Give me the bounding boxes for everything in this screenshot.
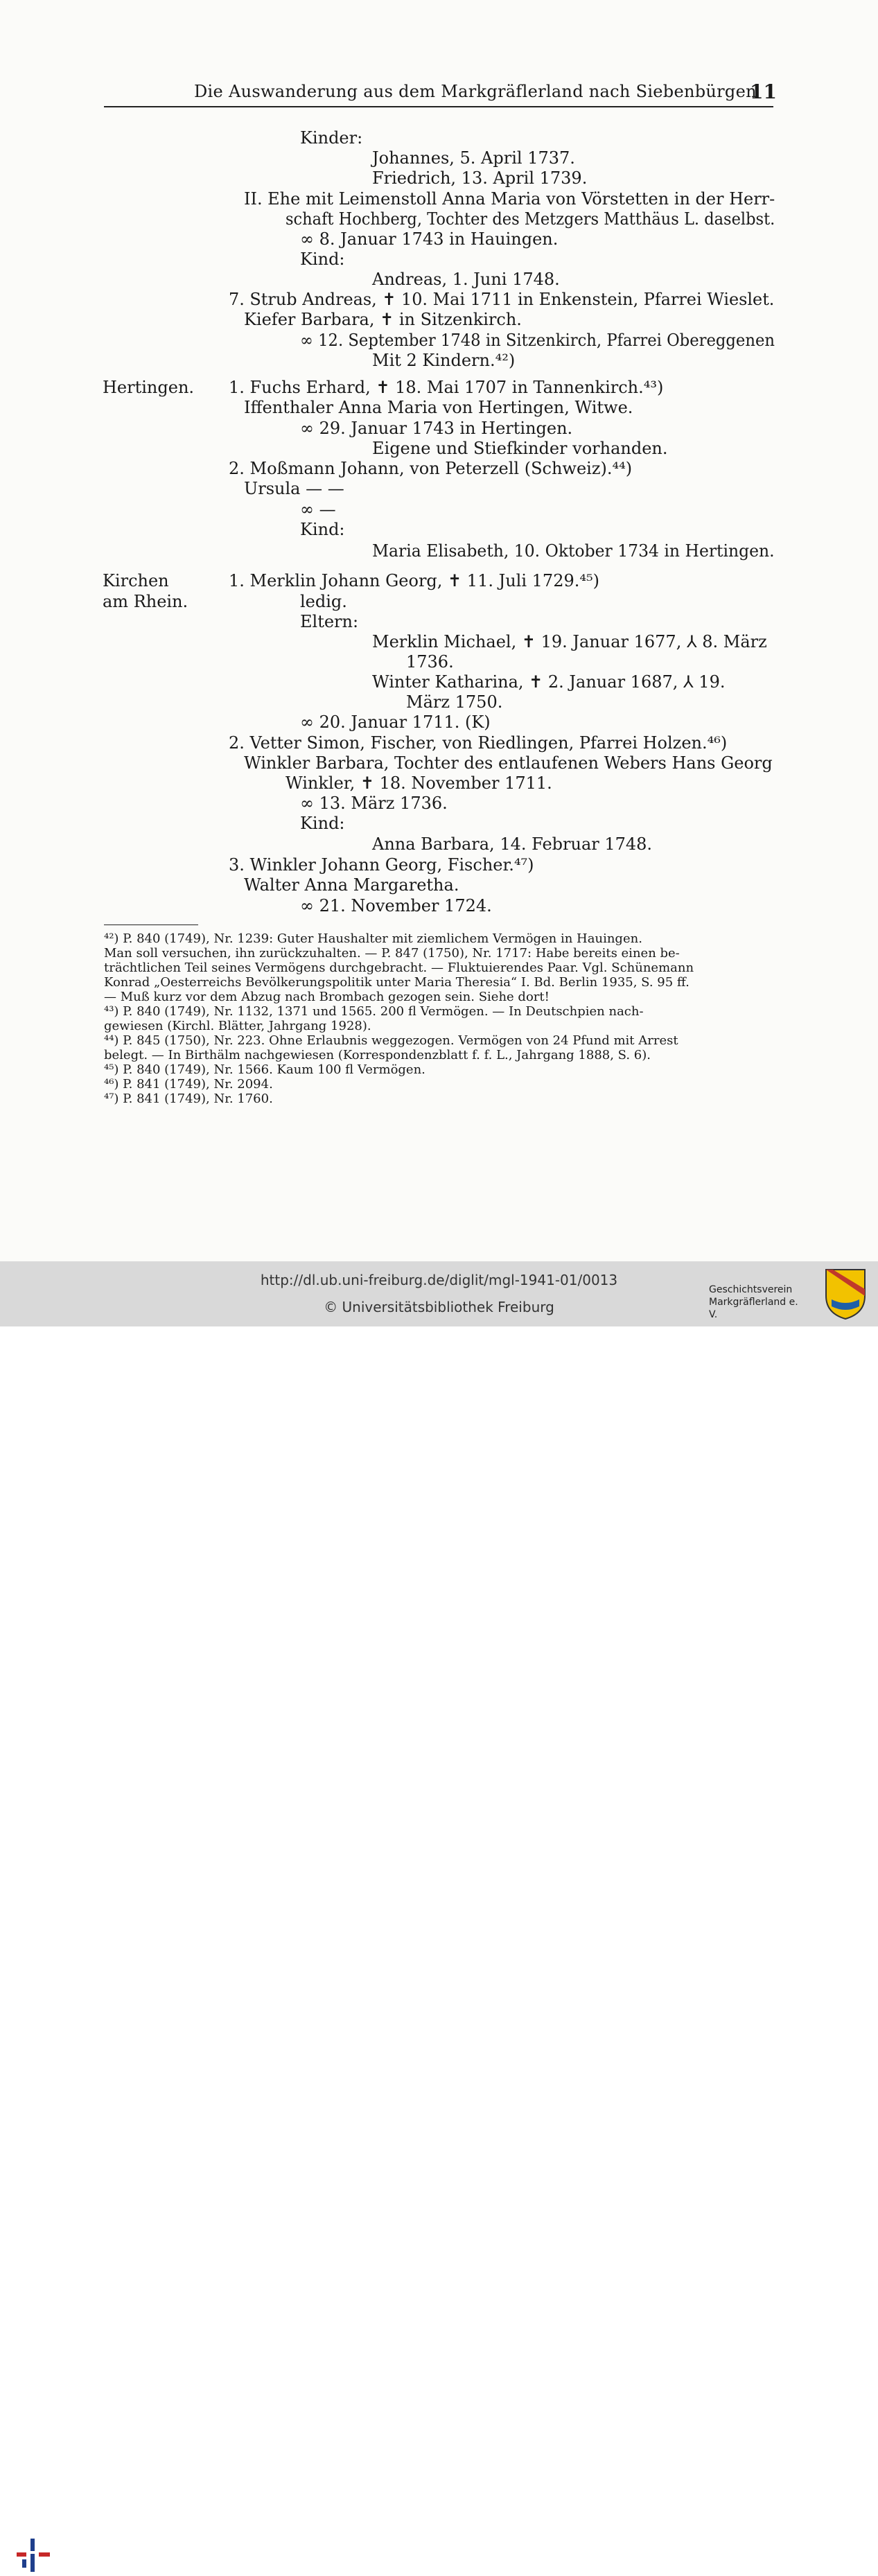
footnote-line: ⁴⁷) P. 841 (1749), Nr. 1760. (104, 1092, 273, 1106)
society-name-line2: Markgräflerland e. V. (709, 1297, 798, 1320)
footnote-line: ⁴⁶) P. 841 (1749), Nr. 2094. (104, 1077, 273, 1092)
text-line: Andreas, 1. Juni 1748. (372, 270, 560, 289)
text-line: Eltern: (300, 612, 359, 631)
running-header-title: Die Auswanderung aus dem Markgräflerland nach Siebenbürgen (194, 82, 757, 101)
text-line: Kind: (300, 520, 345, 539)
text-line: Winkler Barbara, Tochter des entlaufenen Webers Hans Georg (244, 753, 773, 773)
text-line: ∞ 20. Januar 1711. (K) (300, 712, 491, 732)
text-line: Maria Elisabeth, 10. Oktober 1734 in Hertingen. (372, 541, 775, 561)
text-line: Hertingen. (103, 378, 195, 397)
text-line: Merklin Michael, ✝ 19. Januar 1677, ⅄ 8. März (372, 632, 767, 651)
footnote-line: trächtlichen Teil seines Vermögens durchgebracht. — Fluktuierendes Paar. Vgl. Schünemann (104, 961, 694, 975)
text-line: ∞ — (300, 500, 336, 519)
text-line: 3. Winkler Johann Georg, Fischer.⁴⁷) (229, 855, 534, 875)
ub-freiburg-logo-icon (14, 2534, 53, 2576)
page-number: 11 (750, 80, 777, 103)
text-line: Kind: (300, 814, 345, 833)
text-line: Eigene und Stiefkinder vorhanden. (372, 439, 668, 458)
header-rule (104, 106, 773, 107)
text-line: ∞ 13. März 1736. (300, 794, 448, 813)
text-line: ∞ 29. Januar 1743 in Hertingen. (300, 419, 573, 438)
society-name (709, 1283, 799, 1321)
text-line: Kinder: (300, 128, 363, 148)
text-line: Anna Barbara, 14. Februar 1748. (372, 834, 653, 854)
footnote-line: ⁴²) P. 840 (1749), Nr. 1239: Guter Haushalter mit ziemlichem Vermögen in Hauingen. (104, 931, 642, 946)
text-line: Ursula — — (244, 479, 344, 498)
text-line: 1736. (406, 652, 454, 672)
text-line: schaft Hochberg, Tochter des Metzgers Matthäus L. daselbst. (286, 209, 775, 229)
text-line: 2. Moßmann Johann, von Peterzell (Schweiz).⁴⁴) (229, 459, 633, 478)
footnote-line: ⁴³) P. 840 (1749), Nr. 1132, 1371 und 1565. 200 fl Vermögen. — In Deutschpien nach- (104, 1004, 644, 1019)
footnote-line: ⁴⁴) P. 845 (1750), Nr. 223. Ohne Erlaubnis weggezogen. Vermögen von 24 Pfund mit Arrest (104, 1033, 678, 1048)
text-line: Mit 2 Kindern.⁴²) (372, 351, 516, 370)
footnote-line: — Muß kurz vor dem Abzug nach Brombach gezogen sein. Siehe dort! (104, 990, 550, 1004)
text-line: 1. Merklin Johann Georg, ✝ 11. Juli 1729.⁴⁵) (229, 571, 599, 590)
society-name-line1: Geschichtsverein (709, 1284, 793, 1295)
text-line: Johannes, 5. April 1737. (372, 148, 575, 168)
document-page (0, 0, 878, 1261)
text-line: am Rhein. (103, 592, 188, 611)
text-line: ∞ 8. Januar 1743 in Hauingen. (300, 229, 559, 249)
text-line: ∞ 21. November 1724. (300, 896, 492, 915)
text-line: ∞ 12. September 1748 in Sitzenkirch, Pfarrei Obereggenen (300, 331, 775, 350)
footnote-line: ⁴⁵) P. 840 (1749), Nr. 1566. Kaum 100 fl Vermögen. (104, 1062, 425, 1077)
text-line: 1. Fuchs Erhard, ✝ 18. Mai 1707 in Tannenkirch.⁴³) (229, 378, 664, 397)
text-line: Walter Anna Margaretha. (244, 875, 459, 895)
footer-copyright: © Universitätsbibliothek Freiburg (324, 1299, 554, 1315)
society-crest-icon (825, 1268, 866, 1320)
footnote-line: gewiesen (Kirchl. Blätter, Jahrgang 1928). (104, 1019, 371, 1033)
footnote-line: Konrad „Oesterreichs Bevölkerungspolitik unter Maria Theresia“ I. Bd. Berlin 1935, S. 95 ff. (104, 975, 690, 990)
text-line: Kind: (300, 249, 345, 269)
text-line: Winkler, ✝ 18. November 1711. (286, 773, 552, 793)
text-line: Friedrich, 13. April 1739. (372, 168, 588, 188)
footnote-line: Man soll versuchen, ihn zurückzuhalten. — P. 847 (1750), Nr. 1717: Habe bereits einen be- (104, 946, 680, 961)
text-line: 2. Vetter Simon, Fischer, von Riedlingen, Pfarrei Holzen.⁴⁶) (229, 733, 728, 753)
text-line: Kirchen (103, 571, 169, 590)
footnote-line: belegt. — In Birthälm nachgewiesen (Korrespondenzblatt f. f. L., Jahrgang 1888, S. 6). (104, 1048, 651, 1062)
footer-url-link[interactable]: http://dl.ub.uni-freiburg.de/diglit/mgl-1941-01/0013 (260, 1272, 618, 1288)
text-line: ledig. (300, 592, 347, 611)
text-line: 7. Strub Andreas, ✝ 10. Mai 1711 in Enkenstein, Pfarrei Wieslet. (229, 290, 775, 309)
text-line: März 1750. (406, 692, 503, 712)
text-line: II. Ehe mit Leimenstoll Anna Maria von Vörstetten in der Herr- (244, 189, 775, 209)
text-line: Kiefer Barbara, ✝ in Sitzenkirch. (244, 310, 522, 329)
text-line: Winter Katharina, ✝ 2. Januar 1687, ⅄ 19. (372, 672, 726, 692)
text-line: Iffenthaler Anna Maria von Hertingen, Witwe. (244, 398, 633, 417)
